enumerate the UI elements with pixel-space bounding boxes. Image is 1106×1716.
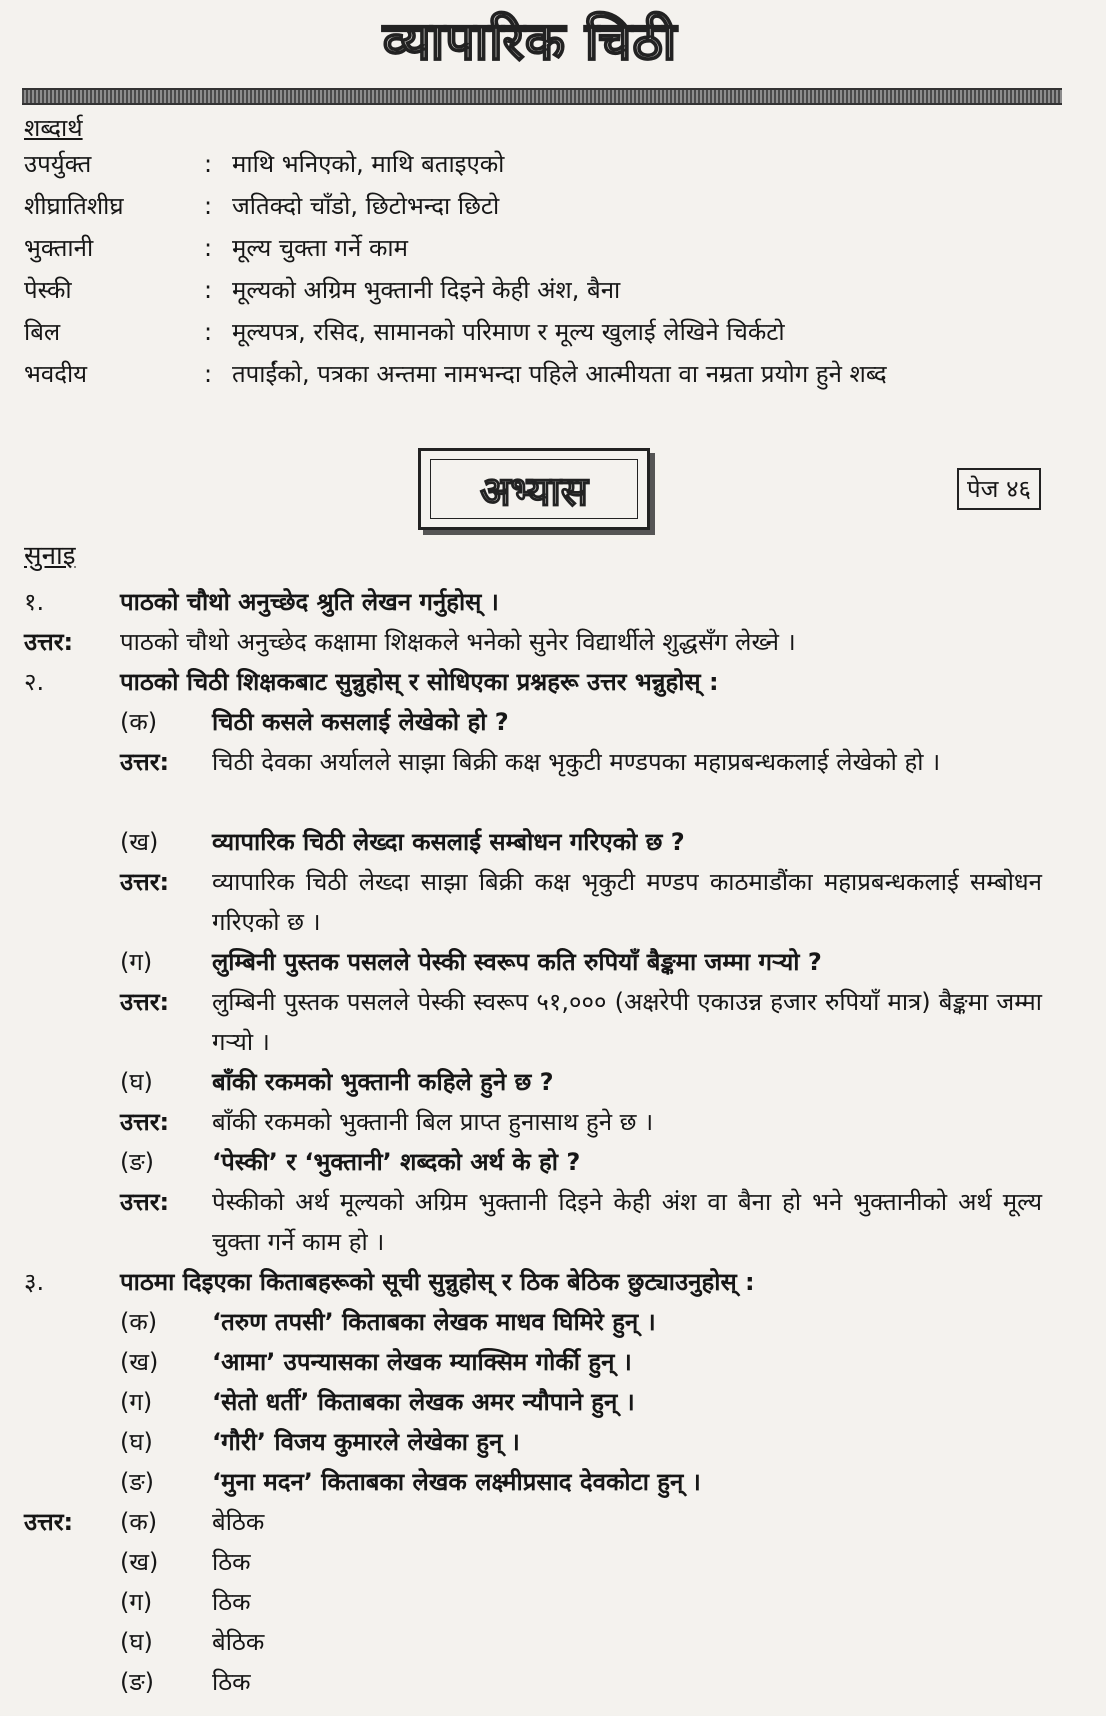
sub-question-text: ‘पेस्की’ र ‘भुक्तानी’ शब्दको अर्थ के हो ? [212,1148,581,1176]
sub-question-text: बाँकी रकमको भुक्तानी कहिले हुने छ ? [212,1068,554,1096]
glossary-colon: : [204,360,213,388]
glossary-colon: : [204,150,213,178]
glossary-term: भवदीय [24,360,88,388]
section-heading: सुनाइ [24,541,76,571]
answer-key-value: बेठिक [212,1508,265,1536]
question-number: १. [24,588,45,616]
glossary-definition: माथि भनिएको, माथि बताइएको [232,150,505,178]
answer-text: व्यापारिक चिठी लेख्दा साझा बिक्री कक्ष भृकुटी मण्डप काठमाडौंका महाप्रबन्धकलाई सम्बोधन गरिएको छ । [212,868,1042,936]
sub-question-label: (ङ) [120,1148,155,1176]
answer-key-value: बेठिक [212,1628,265,1656]
page-reference: पेज ४६ [957,468,1041,510]
statement-label: (घ) [120,1428,153,1456]
exercise-banner [418,448,650,530]
glossary-definition: जतिक्दो चाँडो, छिटोभन्दा छिटो [232,192,500,220]
answer-key-label: (ग) [120,1588,153,1616]
glossary-definition: मूल्यको अग्रिम भुक्तानी दिइने केही अंश, बैना [232,276,621,304]
answer-text: चिठी देवका अर्यालले साझा बिक्री कक्ष भृकुटी मण्डपका महाप्रबन्धकलाई लेखेको हो । [212,748,941,776]
answer-key-label: (ङ) [120,1668,155,1696]
answer-label: उत्तर: [120,988,170,1016]
statement-text: ‘गौरी’ विजय कुमारले लेखेका हुन् । [212,1428,520,1456]
answer-key-value: ठिक [212,1588,251,1616]
question-number: २. [24,668,45,696]
question-text: पाठको चिठी शिक्षकबाट सुन्नुहोस् र सोधिएका प्रश्नहरू उत्तर भन्नुहोस् : [120,668,719,696]
exercise-label: अभ्यास [430,459,638,519]
answer-key-label: (घ) [120,1628,153,1656]
answer-label: उत्तर: [120,1108,170,1136]
title-rule [22,88,1062,105]
sub-question-text: चिठी कसले कसलाई लेखेको हो ? [212,708,509,736]
glossary-colon: : [204,234,213,262]
statement-label: (ग) [120,1388,153,1416]
answer-text: बाँकी रकमको भुक्तानी बिल प्राप्त हुनासाथ हुने छ । [212,1108,654,1136]
glossary-term: पेस्की [24,276,72,304]
question-text: पाठमा दिइएका किताबहरूको सूची सुन्नुहोस् र ठिक बेठिक छुट्याउनुहोस् : [120,1268,755,1296]
statement-label: (क) [120,1308,158,1336]
statement-label: (ख) [120,1348,159,1376]
answer-label: उत्तर: [120,1188,170,1216]
statement-text: ‘तरुण तपसी’ किताबका लेखक माधव घिमिरे हुन् । [212,1308,656,1336]
sub-question-label: (क) [120,708,158,736]
glossary-definition: मूल्यपत्र, रसिद, सामानको परिमाण र मूल्य खुलाई लेखिने चिर्कटो [232,318,785,346]
page-title: व्यापारिक चिठी [382,11,678,72]
statement-text: ‘सेतो धर्ती’ किताबका लेखक अमर न्यौपाने हुन् । [212,1388,635,1416]
answer-key-label: (क) [120,1508,158,1536]
answer-text: पाठको चौथो अनुच्छेद कक्षामा शिक्षकले भनेको सुनेर विद्यार्थीले शुद्धसँग लेख्ने । [120,628,796,656]
glossary-term: बिल [24,318,61,346]
question-number: ३. [24,1268,45,1296]
glossary-definition: तपाईंको, पत्रका अन्तमा नामभन्दा पहिले आत्मीयता वा नम्रता प्रयोग हुने शब्द [232,360,887,388]
answer-text: पेस्कीको अर्थ मूल्यको अग्रिम भुक्तानी दिइने केही अंश वा बैना हो भने भुक्तानीको अर्थ मूल्य चुक्ता गर्ने काम हो । [212,1188,1042,1256]
glossary-heading: शब्दार्थ [24,114,83,142]
answer-label: उत्तर: [24,1508,74,1536]
glossary-term: भुक्तानी [24,234,94,262]
statement-text: ‘आमा’ उपन्यासका लेखक म्याक्सिम गोर्की हुन् । [212,1348,632,1376]
sub-question-label: (ग) [120,948,153,976]
sub-question-label: (घ) [120,1068,153,1096]
answer-key-value: ठिक [212,1548,251,1576]
sub-question-label: (ख) [120,828,159,856]
statement-label: (ङ) [120,1468,155,1496]
glossary-colon: : [204,276,213,304]
answer-label: उत्तर: [24,628,74,656]
answer-label: उत्तर: [120,748,170,776]
answer-text: लुम्बिनी पुस्तक पसलले पेस्की स्वरूप ५१,००० (अक्षरेपी एकाउन्न हजार रुपियाँ मात्र) बैङ्कमा जम्मा गऱ्यो । [212,988,1042,1056]
glossary-term: शीघ्रातिशीघ्र [24,192,124,220]
answer-key-value: ठिक [212,1668,251,1696]
glossary-colon: : [204,318,213,346]
sub-question-text: लुम्बिनी पुस्तक पसलले पेस्की स्वरूप कति रुपियाँ बैङ्कमा जम्मा गऱ्यो ? [212,948,822,976]
answer-key-label: (ख) [120,1548,159,1576]
sub-question-text: व्यापारिक चिठी लेख्दा कसलाई सम्बोधन गरिएको छ ? [212,828,685,856]
glossary-colon: : [204,192,213,220]
question-text: पाठको चौथो अनुच्छेद श्रुति लेखन गर्नुहोस् । [120,588,499,616]
glossary-term: उपर्युक्त [24,150,92,178]
glossary-definition: मूल्य चुक्ता गर्ने काम [232,234,408,262]
statement-text: ‘मुना मदन’ किताबका लेखक लक्ष्मीप्रसाद देवकोटा हुन् । [212,1468,701,1496]
answer-label: उत्तर: [120,868,170,896]
